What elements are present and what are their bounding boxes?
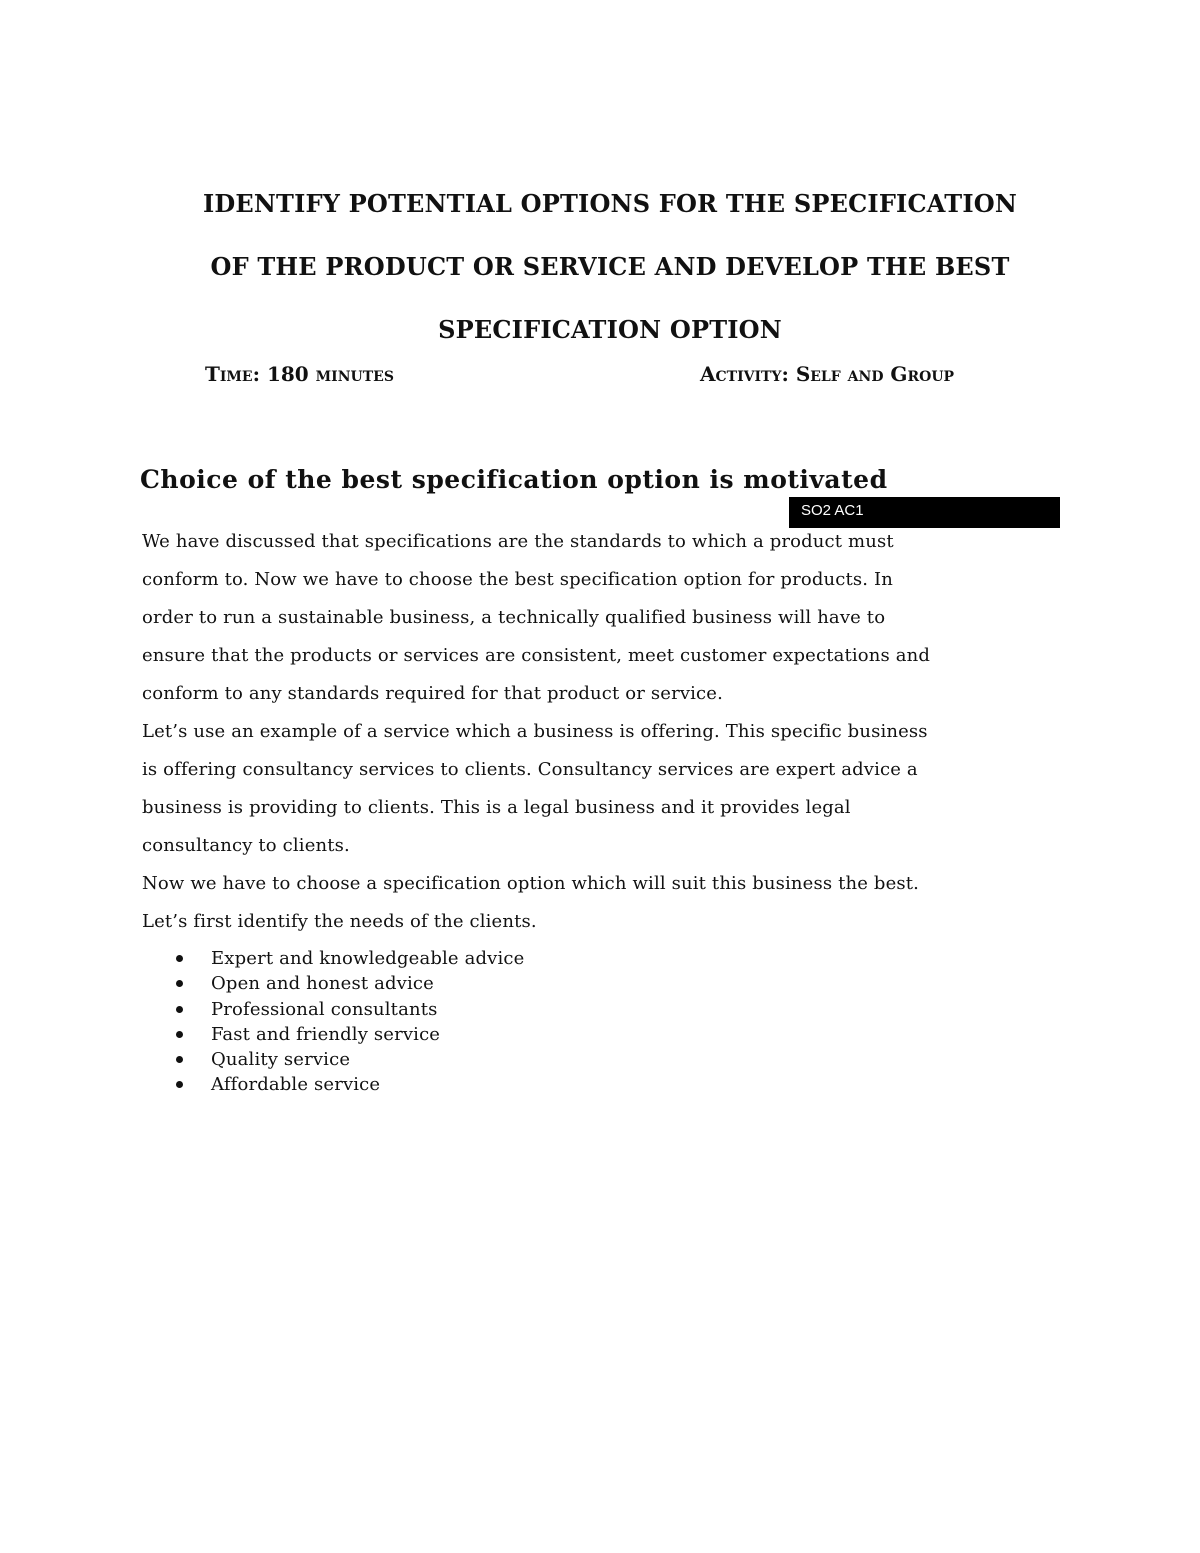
time-value: 180	[266, 362, 309, 386]
paragraph-line: Now we have to choose a specification option which will suit this business the best.	[142, 873, 920, 894]
paragraph-line: consultancy to clients.	[142, 835, 350, 856]
activity-label: Activity:	[700, 362, 789, 386]
paragraph-line: conform to. Now we have to choose the best specification option for products. In	[142, 569, 894, 590]
activity-value: Self and Group	[795, 362, 955, 386]
paragraph-line: conform to any standards required for that product or service.	[142, 683, 723, 704]
list-item-text: Professional consultants	[211, 998, 438, 1020]
paragraph-line: ensure that the products or services are consistent, meet customer expectations and	[142, 645, 931, 666]
bullet-icon	[176, 980, 183, 987]
bullet-icon	[176, 1031, 183, 1038]
time-unit: minutes	[315, 362, 394, 386]
bullet-icon	[176, 955, 183, 962]
list-item-text: Open and honest advice	[211, 973, 434, 995]
section-heading: Choice of the best specification option is motivated	[140, 465, 888, 494]
list-item-text: Affordable service	[211, 1074, 381, 1096]
outcome-tag: SO2 AC1	[789, 497, 1060, 528]
body-paragraph	[142, 523, 1072, 941]
client-needs-list	[142, 946, 524, 1098]
bullet-icon	[176, 1056, 183, 1063]
bullet-icon	[176, 1081, 183, 1088]
paragraph-line: We have discussed that specifications are the standards to which a product must	[142, 531, 894, 552]
activity-info	[700, 362, 954, 386]
list-item	[142, 971, 524, 996]
paragraph-line: is offering consultancy services to clients. Consultancy services are expert advice a	[142, 759, 918, 780]
list-item	[142, 1072, 524, 1097]
page-title	[110, 172, 1110, 361]
title-line-1: IDENTIFY POTENTIAL OPTIONS FOR THE SPECIFICATION	[202, 189, 1018, 218]
paragraph-line: business is providing to clients. This is a legal business and it provides legal	[142, 797, 851, 818]
list-item	[142, 997, 524, 1022]
title-line-2: OF THE PRODUCT OR SERVICE AND DEVELOP THE BEST	[210, 252, 1010, 281]
time-info	[205, 362, 394, 386]
bullet-icon	[176, 1006, 183, 1013]
list-item-text: Fast and friendly service	[211, 1023, 441, 1045]
title-line-3: SPECIFICATION OPTION	[438, 315, 782, 344]
paragraph-line: order to run a sustainable business, a technically qualified business will have to	[142, 607, 886, 628]
paragraph-line: Let’s first identify the needs of the clients.	[142, 911, 537, 932]
list-item	[142, 1022, 524, 1047]
list-item	[142, 1047, 524, 1072]
list-item-text: Quality service	[211, 1049, 351, 1071]
paragraph-line: Let’s use an example of a service which a business is offering. This specific business	[142, 721, 928, 742]
list-item	[142, 946, 524, 971]
list-item-text: Expert and knowledgeable advice	[211, 948, 525, 969]
time-label: Time:	[205, 362, 260, 386]
